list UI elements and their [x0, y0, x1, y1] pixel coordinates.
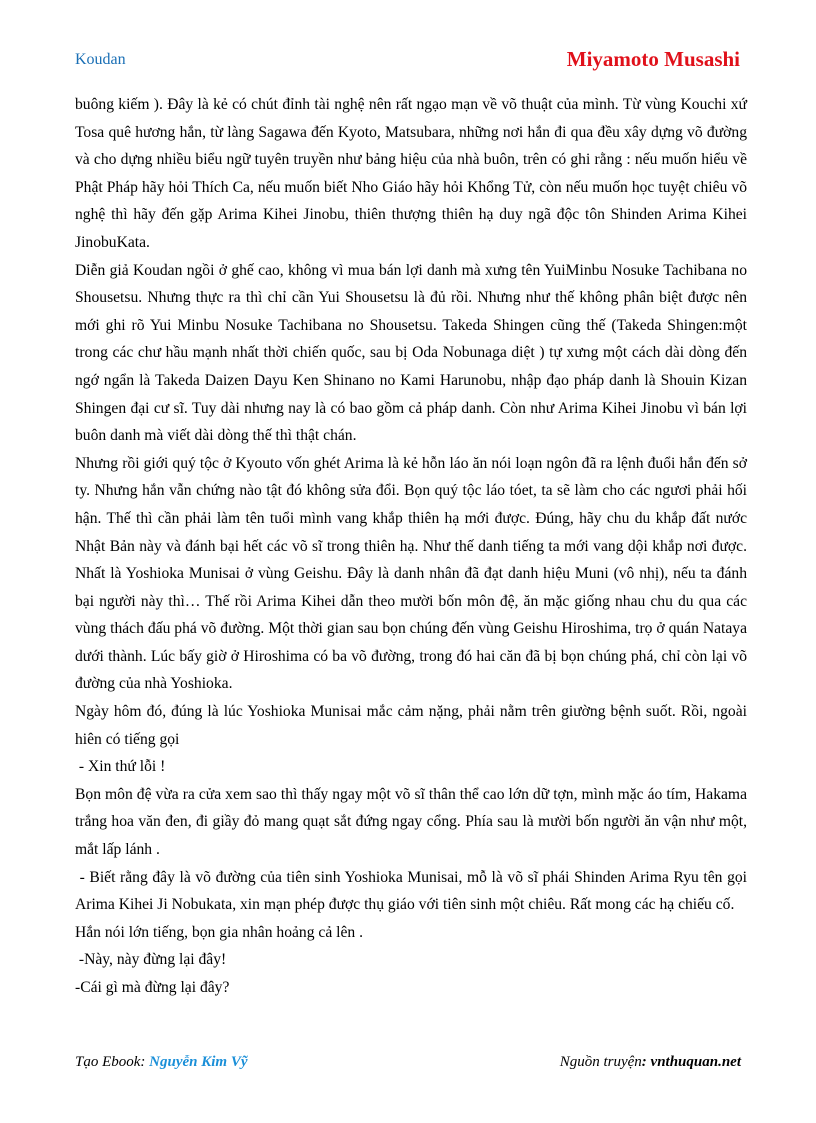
- footer-credit-separator: :: [140, 1054, 150, 1070]
- footer-source-separator: :: [641, 1054, 651, 1070]
- footer-source: [560, 1054, 741, 1071]
- paragraph: Hắn nói lớn tiếng, bọn gia nhân hoảng cả lên .: [75, 923, 363, 941]
- header-left-title: Koudan: [75, 51, 126, 68]
- paragraph: - Biết rằng đây là võ đường của tiên sinh Yoshioka Munisai, mỗ là võ sĩ phái Shinden Arima Ryu tên gọi Arima Kihei Ji Nobukata, xin mạn phép được thụ giáo với tiên sinh một chiêu. Rất mong các hạ chiếu cố.: [75, 868, 751, 914]
- footer-credit-label: Tạo Ebook: [75, 1054, 141, 1070]
- footer-source-site: vnthuquan.net: [650, 1054, 741, 1070]
- header-right-title: Miyamoto Musashi: [566, 47, 740, 71]
- footer-credit: [75, 1054, 248, 1071]
- footer-source-label: Nguồn truyện: [559, 1054, 642, 1070]
- paragraph: Diễn giả Koudan ngồi ở ghế cao, không vì mua bán lợi danh mà xưng tên YuiMinbu Nosuke Tachibana no Shousetsu. Nhưng thực ra thì chỉ cần Yui Shousetsu là đủ rồi. Nhưng như thế không phân biệt được nên mới ghi rõ Yui Minbu Nosuke Tachibana no Shousetsu. Takeda Shingen cũng thế (Takeda Shingen:một trong các chư hầu mạnh nhất thời chiến quốc, sau bị Oda Nobunaga diệt ) tự xưng một cách dài dòng đến ngớ ngẩn là Takeda Daizen Dayu Ken Shinano no Kami Harunobu, nhập đạo pháp danh là Shouin Kizan Shingen đại cư sĩ. Tuy dài nhưng nay là có bao gồm cả pháp danh. Còn như Arima Kihei Jinobu vì bán lợi buôn danh mà viết dài dòng thế thì thật chán.: [75, 261, 747, 445]
- paragraph: -Cái gì mà đừng lại đây?: [75, 979, 230, 996]
- paragraph: - Xin thứ lỗi !: [75, 758, 166, 776]
- paragraph: Nhưng rồi giới quý tộc ở Kyouto vốn ghét Arima là kẻ hỗn láo ăn nói loạn ngôn đã ra lệnh đuổi hắn đến sở ty. Nhưng hắn vẫn chứng nào tật đó không sửa đổi. Bọn quý tộc láo tóet, ta sẽ làm cho các ngươi phải hối hận. Thế thì cần phải làm tên tuổi mình vang khắp thiên hạ mới được. Đúng, hãy chu du khắp đất nước Nhật Bản này và đánh bại hết các võ sĩ trong thiên hạ. Như thế danh tiếng ta mới vang dội khắp nơi được. Nhất là Yoshioka Munisai ở vùng Geishu. Đây là danh nhân đã đạt danh hiệu Muni (vô nhị), nếu ta đánh bại người này thì… Thế rồi Arima Kihei dẫn theo mười bốn môn đệ, ăn mặc giống nhau chu du qua các vùng thách đấu phá võ đường. Một thời gian sau bọn chúng đến vùng Geishu Hiroshima, trọ ở quán Nataya dưới thành. Lúc bấy giờ ở Hiroshima có ba võ đường, trong đó hai căn đã bị bọn chúng phá, chỉ còn lại võ đường của nhà Yoshioka.: [75, 454, 747, 693]
- paragraph: Bọn môn đệ vừa ra cửa xem sao thì thấy ngay một võ sĩ thân thể cao lớn dữ tợn, mình mặc áo tím, Hakama trắng hoa văn đen, đi giầy đỏ mang quạt sắt đứng ngay cổng. Phía sau là mười bốn người ăn vận như một, mắt lấp lánh .: [75, 785, 747, 859]
- body-text: [75, 91, 751, 1002]
- paragraph: buông kiếm ). Đây là kẻ có chút đỉnh tài nghệ nên rất ngạo mạn về võ thuật của mình. Từ vùng Kouchi xứ Tosa quê hương hắn, từ làng Sagawa đến Kyoto, Matsubara, những nơi hắn đi qua đều xây dựng võ đường và cho dựng nhiều biểu ngữ tuyên truyền như bảng hiệu của nhà buôn, trên có ghi rằng : nếu muốn hiểu về Phật Pháp hãy hỏi Thích Ca, nếu muốn biết Nho Giáo hãy hỏi Khổng Tử, còn nếu muốn học tuyệt chiêu võ nghệ thì hãy đến gặp Arima Kihei Jinobu, thiên thượng thiên hạ duy ngã độc tôn Shinden Arima Kihei JinobuKata.: [75, 96, 747, 251]
- paragraph: Ngày hôm đó, đúng là lúc Yoshioka Munisai mắc cảm nặng, phải nằm trên giường bệnh suốt. Rồi, ngoài hiên có tiếng gọi: [75, 703, 747, 748]
- footer-credit-name: Nguyễn Kim Vỹ: [149, 1054, 248, 1070]
- paragraph: -Này, này đừng lại đây!: [75, 951, 227, 969]
